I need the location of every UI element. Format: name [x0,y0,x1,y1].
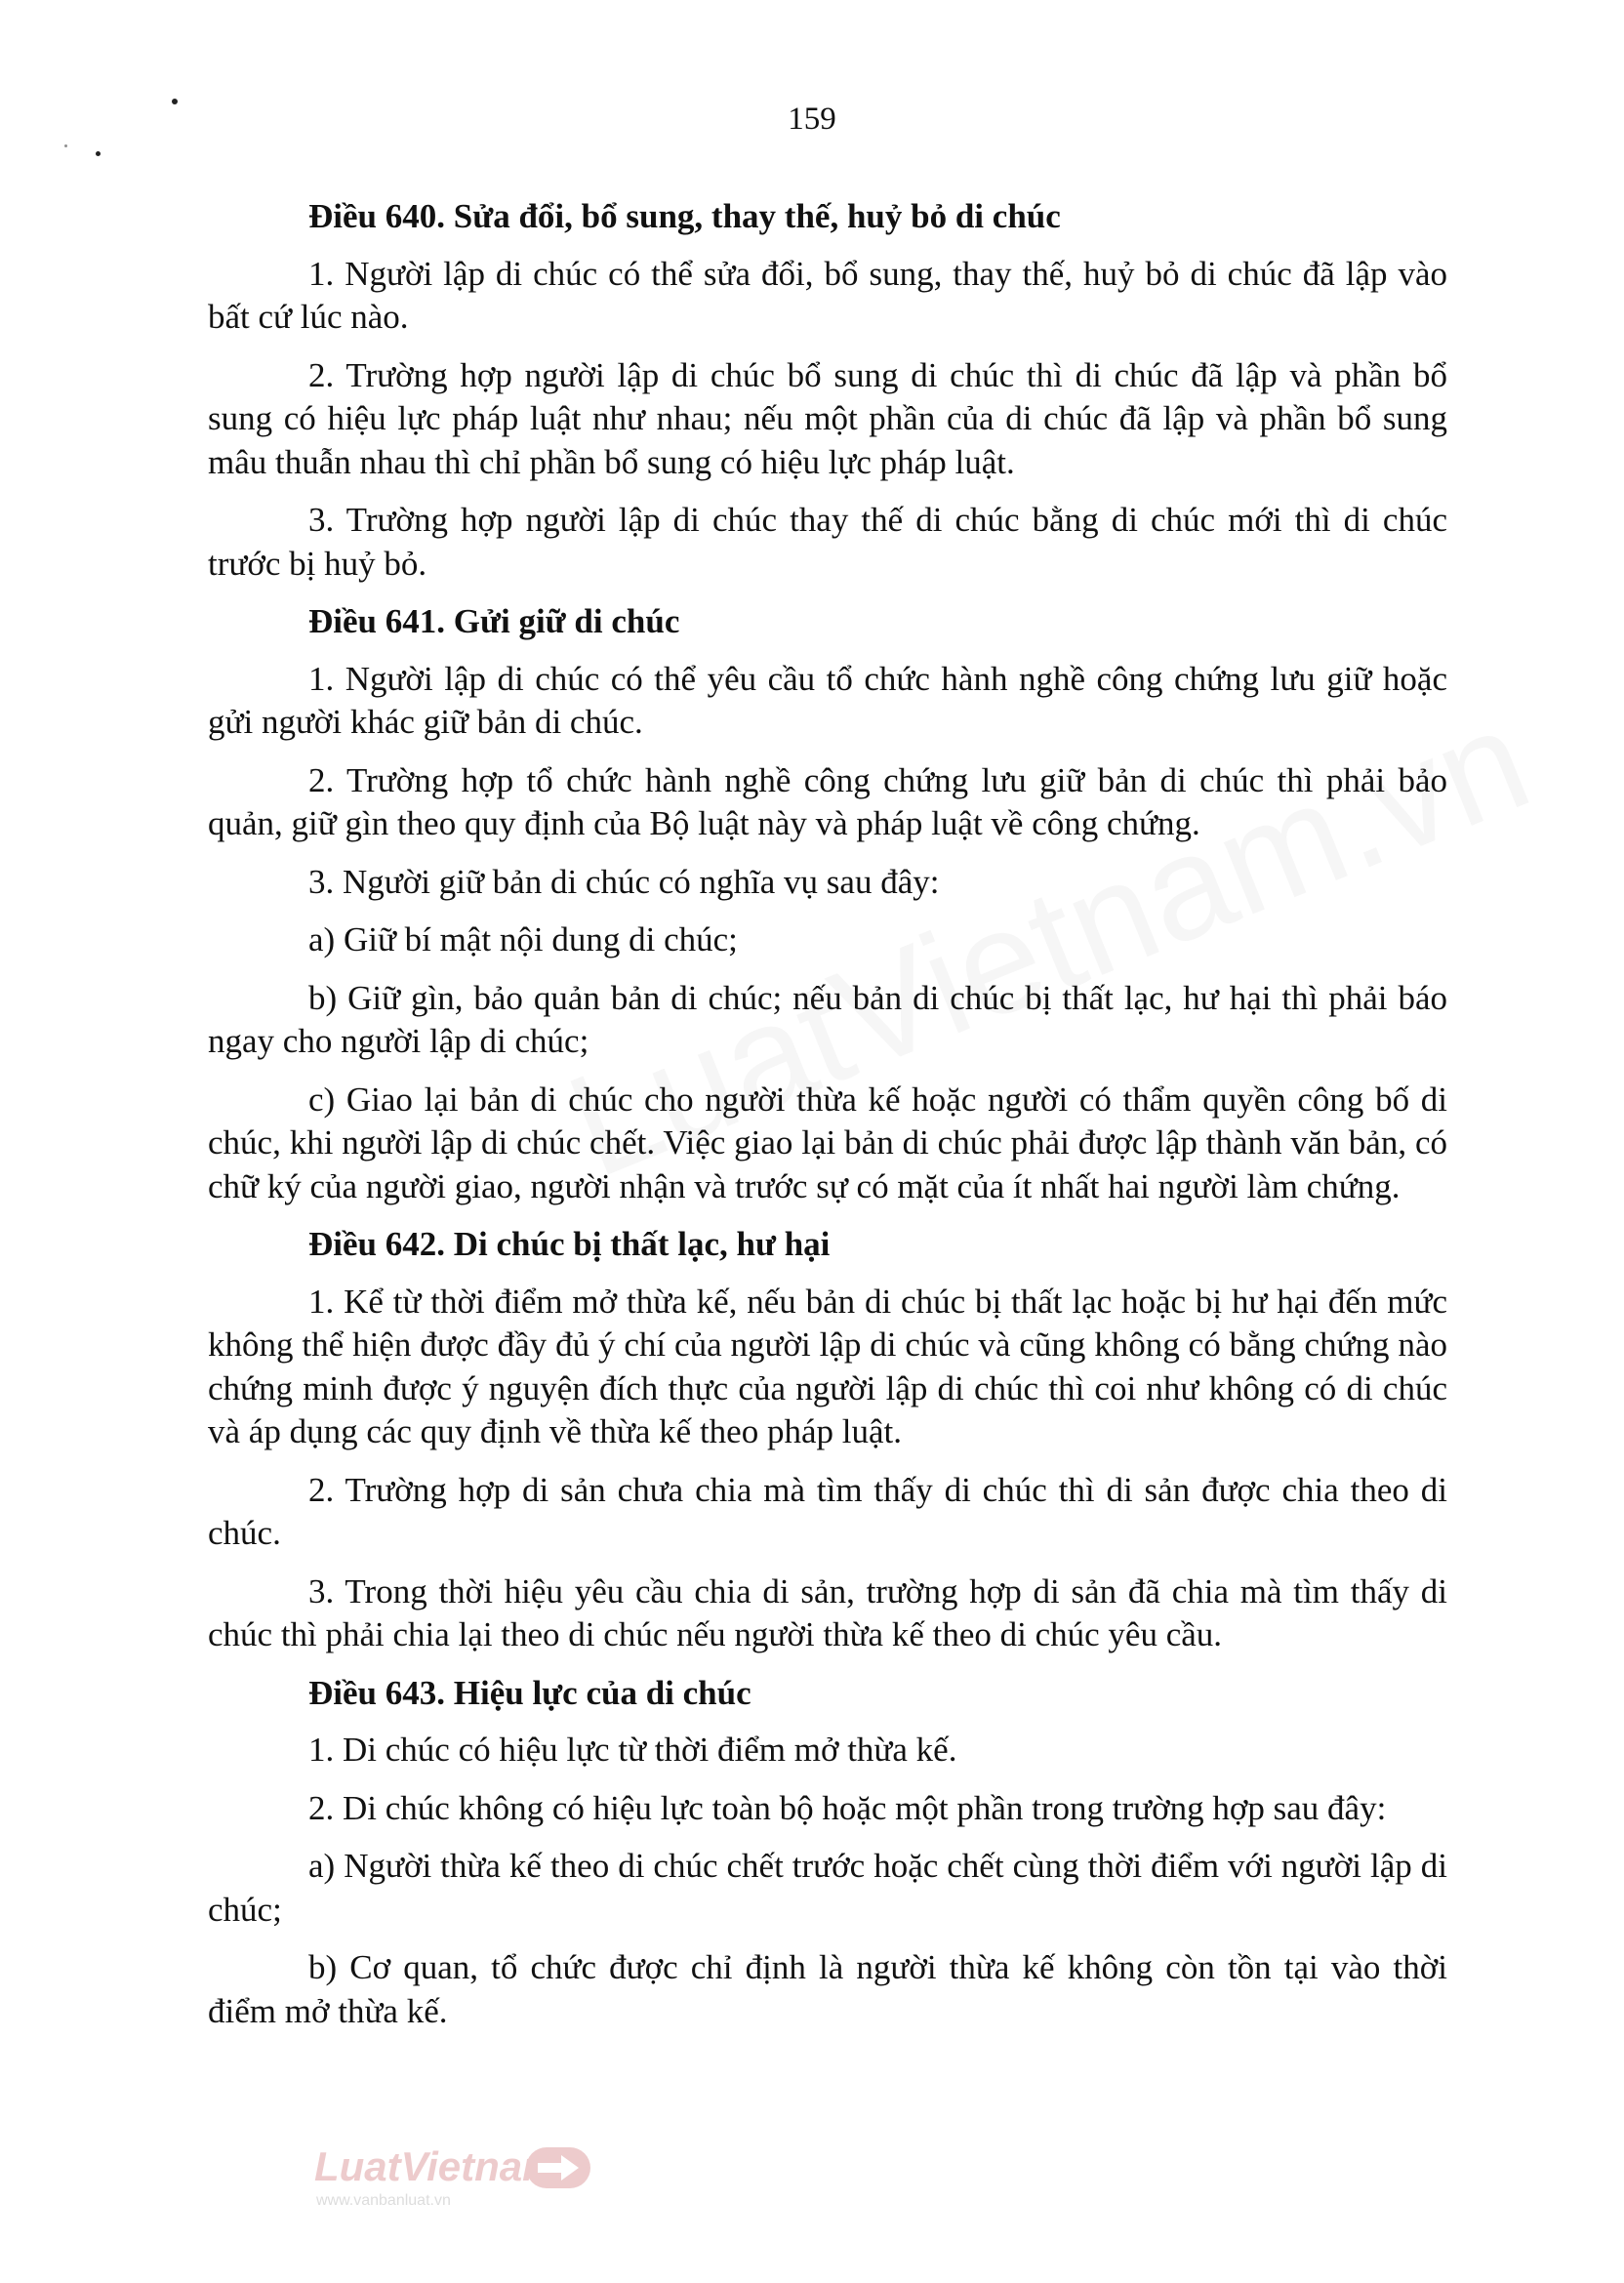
paragraph: a) Người thừa kế theo di chúc chết trước hoặc chết cùng thời điểm với người lập di chúc; [208,1847,1447,1929]
logo-url-text: www.vanbanluat.vn [316,2192,451,2209]
paragraph: 2. Di chúc không có hiệu lực toàn bộ hoặc một phần trong trường hợp sau đây: [308,1788,1387,1827]
article-heading: Điều 640. Sửa đổi, bổ sung, thay thế, huỷ bỏ di chúc [308,197,1061,235]
page-number: 159 [788,102,836,137]
article-heading: Điều 642. Di chúc bị thất lạc, hư hại [308,1225,831,1263]
article-heading: Điều 641. Gửi giữ di chúc [308,602,680,640]
paragraph: a) Giữ bí mật nội dung di chúc; [308,920,738,958]
paragraph: 1. Di chúc có hiệu lực từ thời điểm mở thừa kế. [308,1731,957,1769]
paragraph: 3. Người giữ bản di chúc có nghĩa vụ sau đây: [308,862,940,901]
article-heading: Điều 643. Hiệu lực của di chúc [308,1673,751,1712]
article-642 [208,1223,1447,1657]
paragraph: c) Giao lại bản di chúc cho người thừa kế hoặc người có thẩm quyền công bố di chúc, khi người lập di chúc chết. Việc giao lại bản di chúc phải được lập thành văn bản, có chữ ký của người giao, người nhận và trước sự có mặt của ít nhất hai người làm chứng. [208,1080,1447,1205]
arrow-right-icon [524,2145,592,2190]
paragraph: 2. Trường hợp người lập di chúc bổ sung di chúc thì di chúc đã lập và phần bổ sung có hiệu lực pháp luật như nhau; nếu một phần của di chúc đã lập và phần bổ sung mâu thuẫn nhau thì chỉ phần bổ sung có hiệu lực pháp luật. [208,355,1447,481]
paragraph: 1. Người lập di chúc có thể yêu cầu tổ chức hành nghề công chứng lưu giữ hoặc gửi người khác giữ bản di chúc. [208,659,1447,741]
logo-brand-text: LuatVietnam [314,2143,559,2189]
article-643 [208,1672,1447,2034]
paragraph: 2. Trường hợp tổ chức hành nghề công chứng lưu giữ bản di chúc thì phải bảo quản, giữ gìn theo quy định của Bộ luật này và pháp luật về công chứng. [208,760,1447,842]
scan-speck [64,144,67,147]
document-body [208,195,1447,2048]
scan-speck [96,151,101,156]
paragraph: 3. Trường hợp người lập di chúc thay thế di chúc bằng di chúc mới thì di chúc trước bị huỷ bỏ. [208,501,1447,583]
paragraph: 3. Trong thời hiệu yêu cầu chia di sản, trường hợp di sản đã chia mà tìm thấy di chúc thì phải chia lại theo di chúc nếu người thừa kế theo di chúc yêu cầu. [208,1571,1447,1653]
paragraph: b) Cơ quan, tổ chức được chỉ định là người thừa kế không còn tồn tại vào thời điểm mở thừa kế. [208,1948,1447,2030]
luatvietnam-logo [314,2143,607,2212]
article-641 [208,600,1447,1208]
paragraph: b) Giữ gìn, bảo quản bản di chúc; nếu bản di chúc bị thất lạc, hư hại thì phải báo ngay cho người lập di chúc; [208,978,1447,1060]
paragraph: 2. Trường hợp di sản chưa chia mà tìm thấy di chúc thì di sản được chia theo di chúc. [208,1470,1447,1552]
paragraph: 1. Người lập di chúc có thể sửa đổi, bổ sung, thay thế, huỷ bỏ di chúc đã lập vào bất cứ lúc nào. [208,254,1447,336]
paragraph: 1. Kể từ thời điểm mở thừa kế, nếu bản di chúc bị thất lạc hoặc bị hư hại đến mức không thể hiện được đầy đủ ý chí của người lập di chúc và cũng không có bằng chứng nào chứng minh được ý nguyện đích thực của người lập di chúc thì coi như không có di chúc và áp dụng các quy định về thừa kế theo pháp luật. [208,1282,1447,1450]
article-640 [208,195,1447,586]
